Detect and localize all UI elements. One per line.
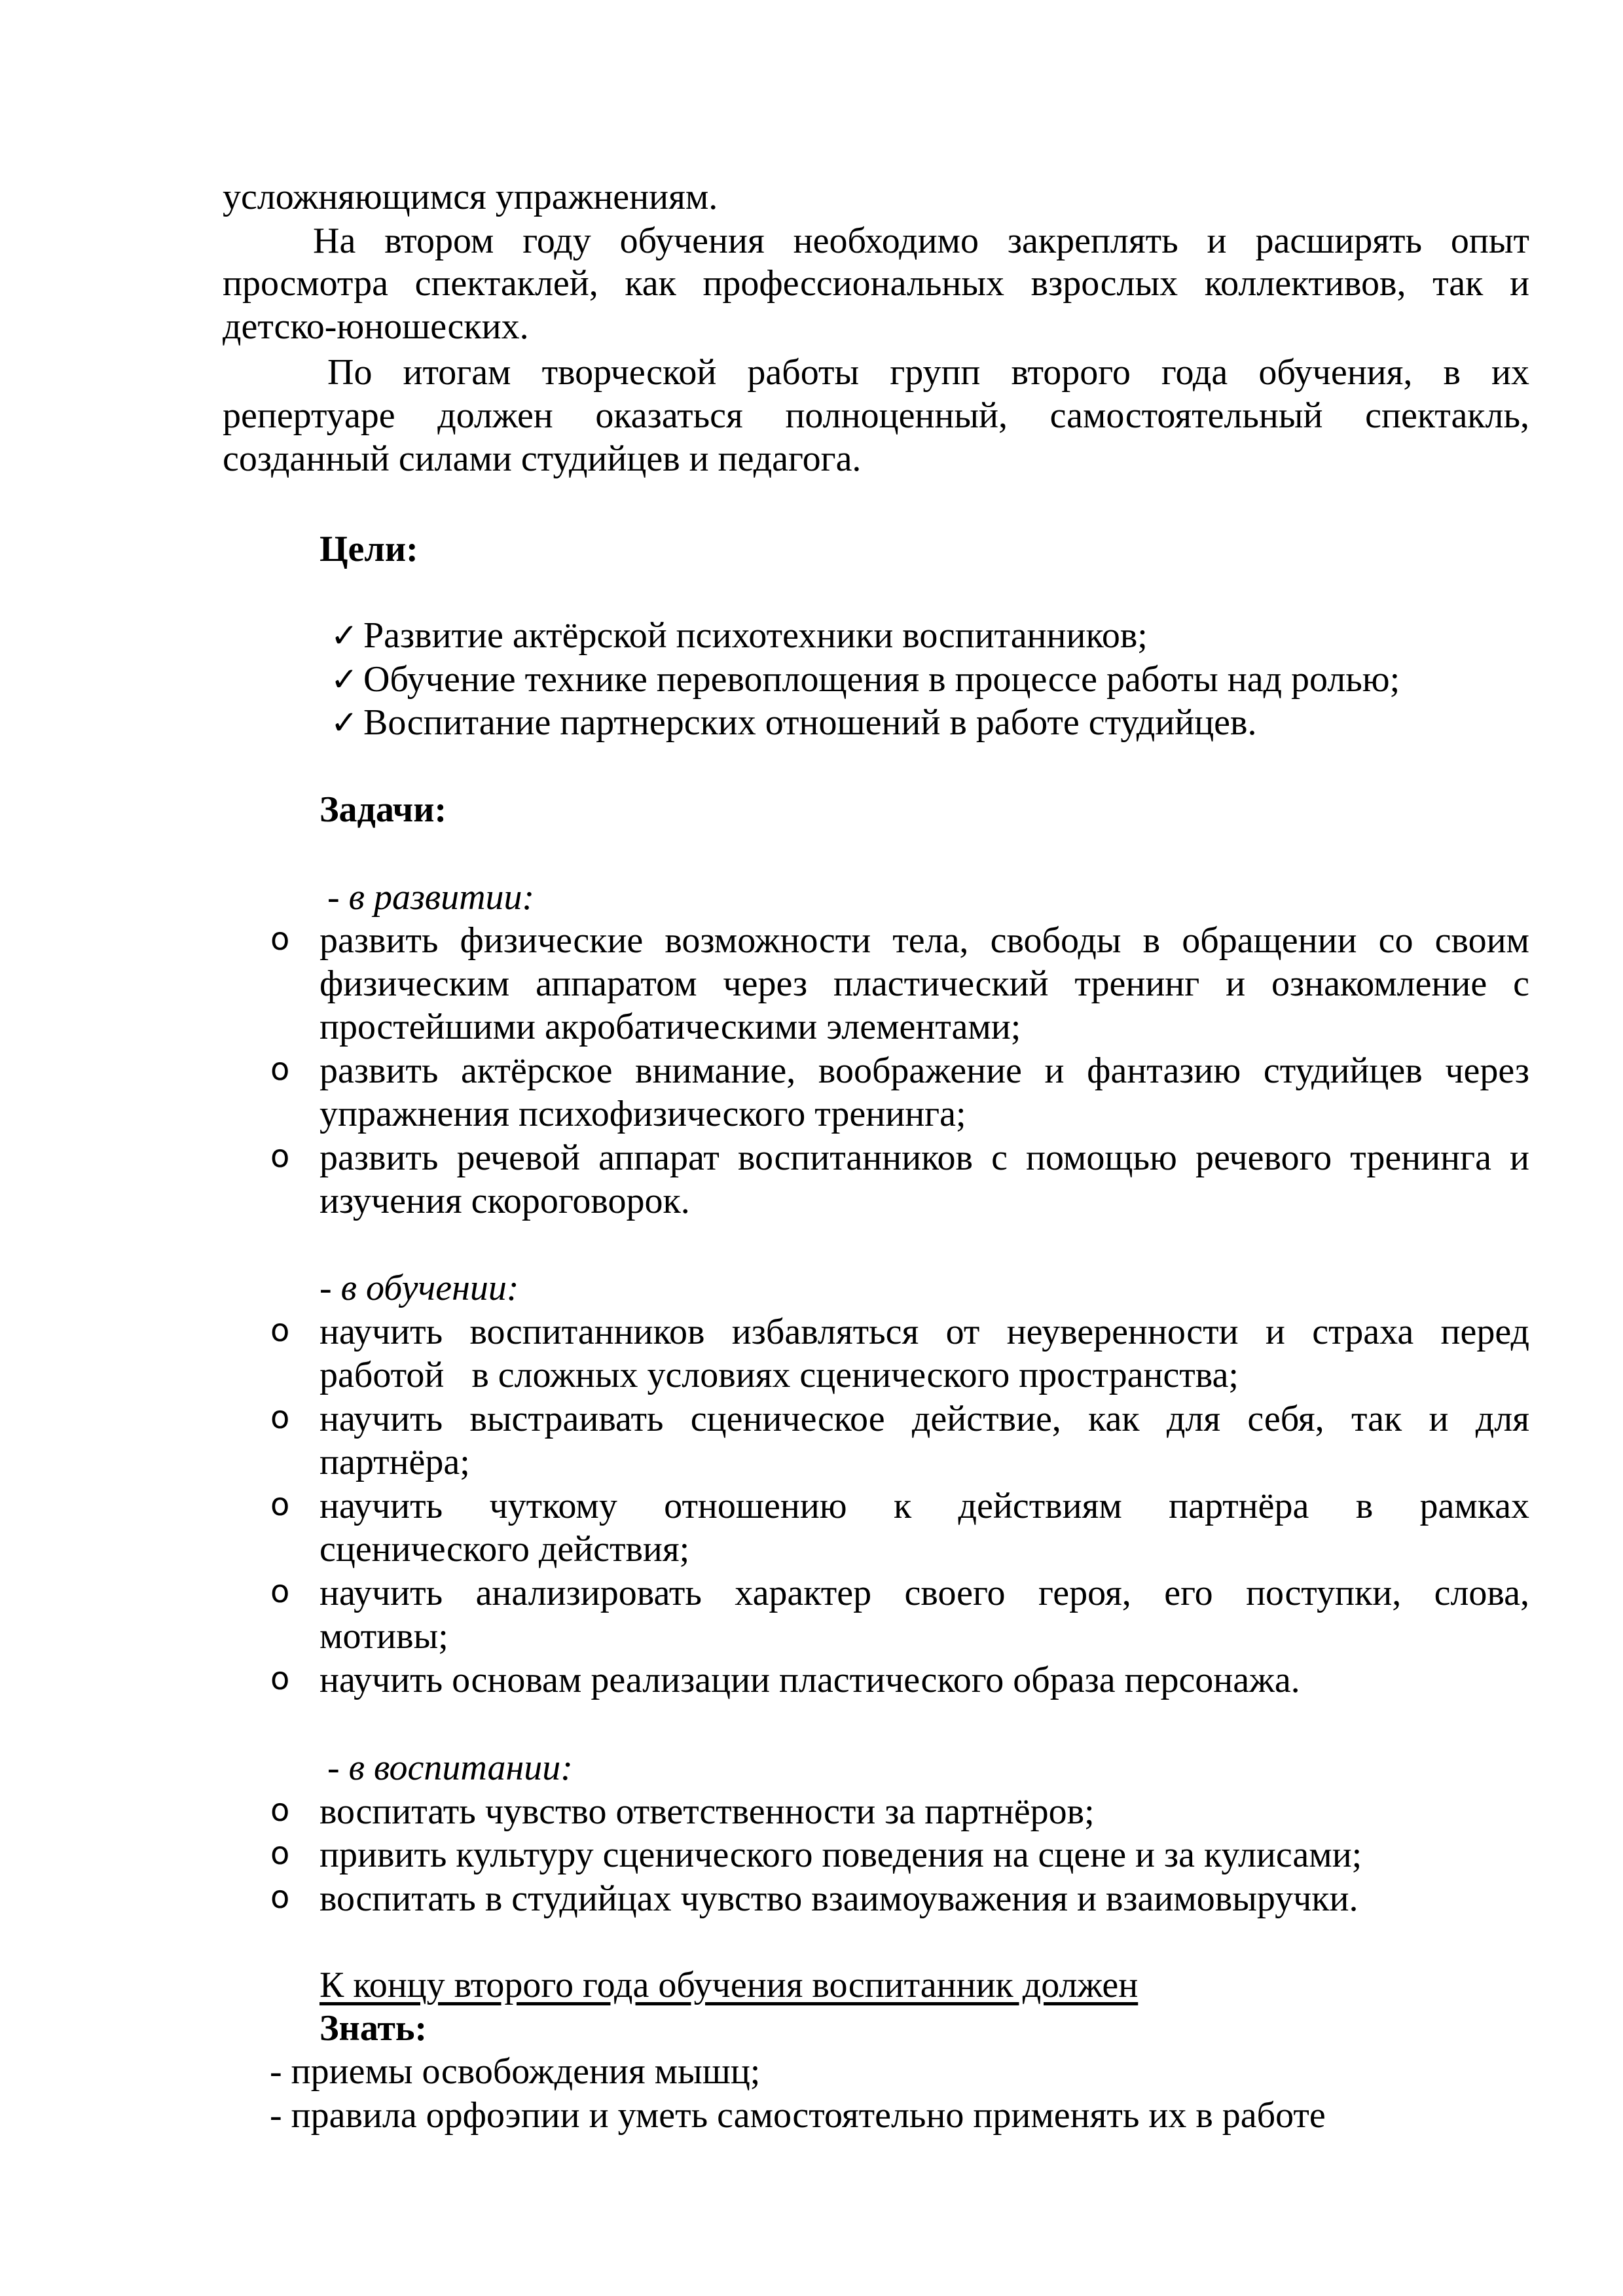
goal-item [331,614,1623,657]
tasks-development-label: - в развитии: [327,877,535,918]
task-text: научить чуткому отношению к действиям партнёра в рамках [319,1486,1529,1526]
task-item [270,1833,1529,1876]
task-item [270,1484,1529,1528]
task-item [270,1136,1529,1179]
intro-paragraph-line: просмотра спектаклей, как профессиональных взрослых коллективов, так и [223,263,1529,304]
know-heading: Знать: [319,2008,428,2049]
task-text: воспитать чувство ответственности за партнёров; [319,1791,1095,1832]
goal-text: Обучение технике перевоплощения в процессе работы над ролью; [363,659,1400,700]
intro-line: усложняющимся упражнениям. [223,177,718,217]
task-item [270,1049,1529,1092]
tasks-learning-label: - в обучении: [319,1268,519,1308]
task-text-line: сценического действия; [319,1529,690,1570]
task-item [270,1397,1529,1441]
bullet-icon: o [270,921,290,958]
task-text-line: изучения скороговорок. [319,1181,690,1221]
know-item: - приемы освобождения мышц; [270,2051,761,2092]
bullet-icon: o [270,1835,290,1872]
check-icon: ✓ [331,661,358,698]
task-text: научить выстраивать сценическое действие, как для себя, так и для [319,1399,1529,1439]
tasks-heading: Задачи: [319,789,447,830]
task-text-line: физическим аппаратом через пластический тренинг и ознакомление с [319,963,1529,1004]
know-item: - правила орфоэпии и уметь самостоятельно применять их в работе [270,2095,1326,2136]
bullet-icon: o [270,1486,290,1523]
intro-paragraph-line: репертуаре должен оказаться полноценный, самостоятельный спектакль, [223,395,1529,436]
task-text: научить воспитанников избавляться от неуверенности и страха перед [319,1312,1529,1352]
task-text-line: работой в сложных условиях сценического пространства; [319,1355,1239,1395]
task-text: развить актёрское внимание, воображение и фантазию студийцев через [319,1050,1529,1091]
check-icon: ✓ [331,617,358,654]
task-item [270,1790,1529,1833]
task-text-line: партнёра; [319,1442,470,1482]
task-text: воспитать в студийцах чувство взаимоуважения и взаимовыручки. [319,1878,1359,1919]
bullet-icon: o [270,1399,290,1436]
bullet-icon: o [270,1660,290,1697]
bullet-icon: o [270,1792,290,1829]
task-text-line: простейшими акробатическими элементами; [319,1007,1021,1047]
goal-text: Воспитание партнерских отношений в работе студийцев. [363,702,1257,743]
task-item [270,1659,1529,1702]
intro-paragraph-line: детско-юношеских. [223,306,529,347]
check-icon: ✓ [331,704,358,741]
goal-item [331,701,1623,744]
goal-item [331,658,1623,701]
task-item [270,1310,1529,1354]
task-item [270,1571,1529,1615]
task-text: научить основам реализации пластического образа персонажа. [319,1660,1300,1700]
task-text-line: упражнения психофизического тренинга; [319,1094,966,1134]
bullet-icon: o [270,1879,290,1916]
tasks-upbringing-label: - в воспитании: [327,1748,573,1788]
bullet-icon: o [270,1573,290,1610]
bullet-icon: o [270,1312,290,1349]
intro-paragraph-line: По итогам творческой работы групп второго года обучения, в их [327,352,1529,393]
goals-heading: Цели: [319,529,418,569]
intro-paragraph-line: созданный силами студийцев и педагога. [223,439,862,479]
intro-paragraph-line: На втором году обучения необходимо закреплять и расширять опыт [313,221,1529,261]
bullet-icon: o [270,1051,290,1088]
task-text: развить физические возможности тела, свободы в обращении со своим [319,920,1529,961]
task-item [270,919,1529,962]
task-text: привить культуру сценического поведения на сцене и за кулисами; [319,1835,1362,1875]
goal-text: Развитие актёрской психотехники воспитанников; [363,615,1148,656]
task-item [270,1877,1529,1920]
task-text: развить речевой аппарат воспитанников с помощью речевого тренинга и [319,1138,1529,1178]
task-text: научить анализировать характер своего героя, его поступки, слова, [319,1573,1529,1613]
bullet-icon: o [270,1138,290,1175]
task-text-line: мотивы; [319,1616,448,1657]
outcome-title: К концу второго года обучения воспитанник должен [319,1965,1139,2005]
